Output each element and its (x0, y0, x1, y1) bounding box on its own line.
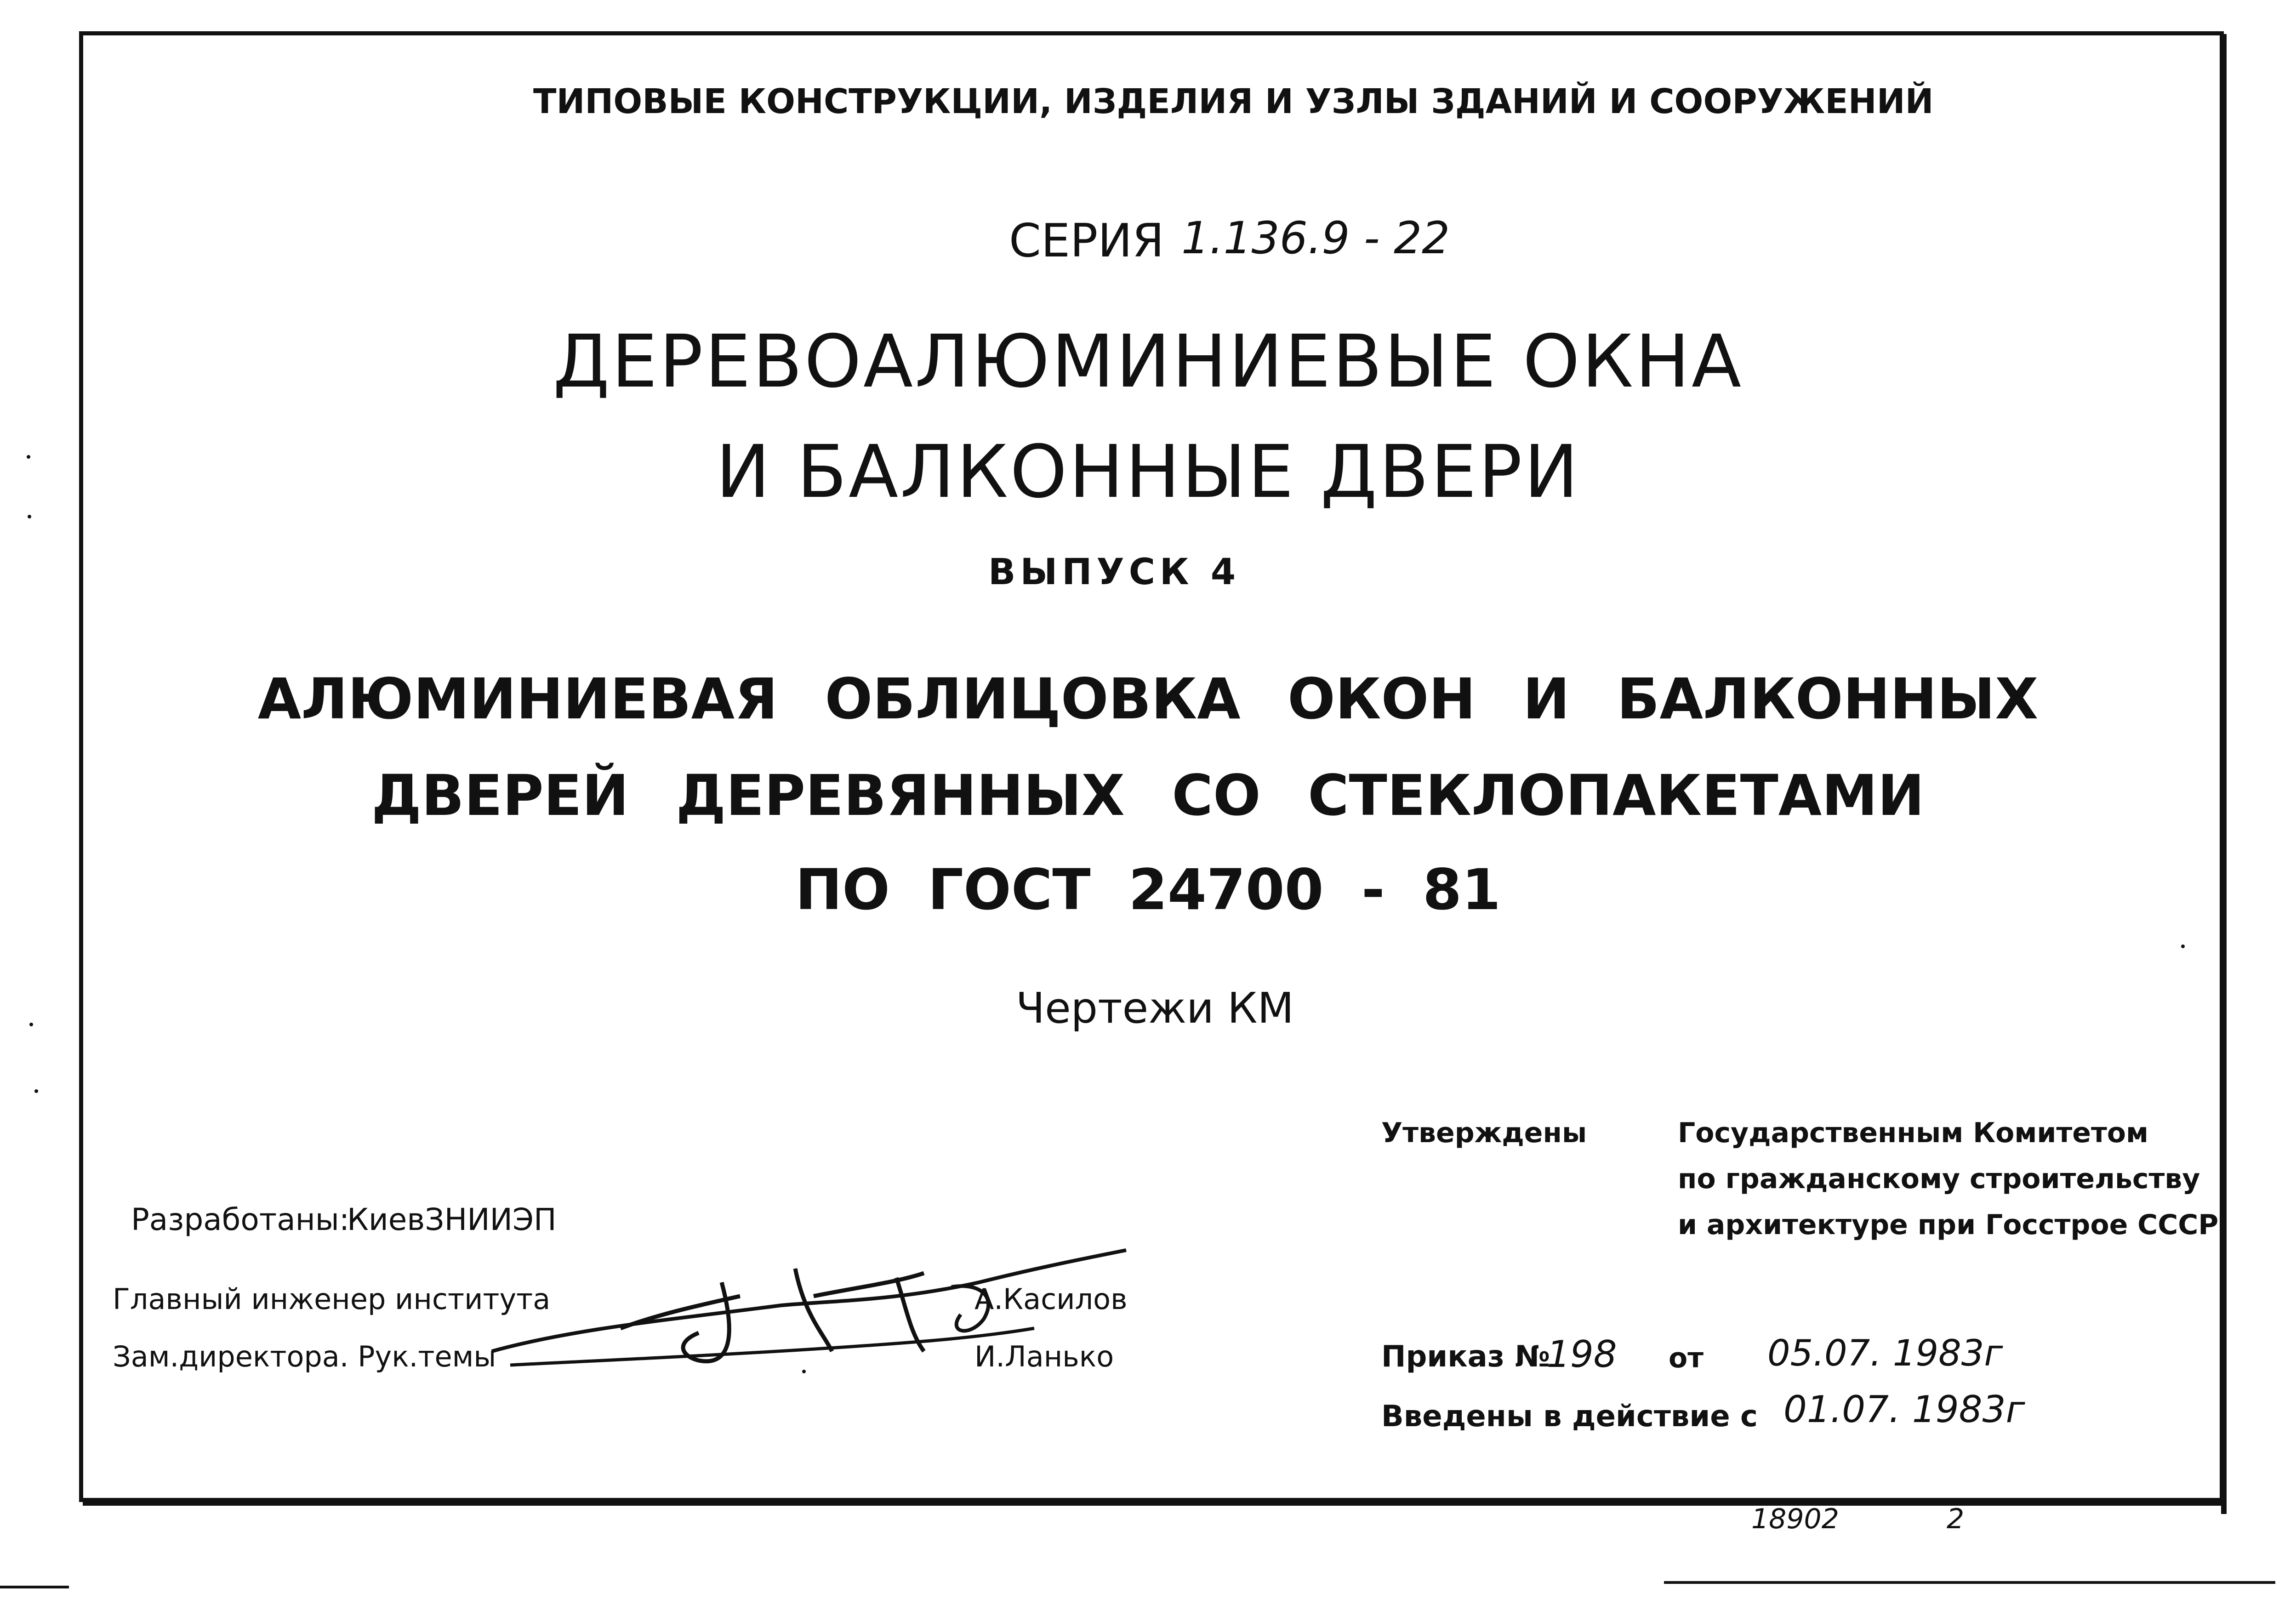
developer-org: КиевЗНИИЭП (347, 1202, 557, 1237)
approved-by-line1: Государственным Комитетом (1678, 1117, 2148, 1149)
effective-label: Введены в действие с (1381, 1400, 1758, 1434)
approved-by-line2: по гражданскому строительству (1678, 1163, 2200, 1195)
subtitle-line3: ПО ГОСТ 24700 - 81 (795, 857, 1501, 922)
chief-engineer-role: Главный инженер института (113, 1282, 551, 1316)
main-title-line2: И БАЛКОННЫЕ ДВЕРИ (716, 430, 1580, 514)
order-number: 198 (1547, 1333, 1617, 1376)
approved-label: Утверждены (1381, 1117, 1587, 1149)
issue-label: ВЫПУСК 4 (988, 552, 1241, 593)
sheet-number: 2 (1947, 1503, 1965, 1535)
order-from-label: от (1669, 1342, 1703, 1374)
chief-engineer-name: А.Касилов (974, 1282, 1128, 1316)
signature-image (483, 1213, 1140, 1388)
subtitle-line2: ДВЕРЕЙ ДЕРЕВЯННЫХ СО СТЕКЛОПАКЕТАМИ (371, 763, 1925, 828)
scan-edge-line-left (0, 1586, 69, 1588)
order-date: 05.07. 1983г (1767, 1333, 2003, 1374)
series-number: 1.136.9 - 22 (1181, 212, 1450, 264)
order-label: Приказ № (1381, 1340, 1550, 1374)
deputy-director-role: Зам.директора. Рук.темы (113, 1340, 496, 1373)
approved-by-line3: и архитектуре при Госстрое СССР (1678, 1209, 2219, 1241)
subtitle-line1: АЛЮМИНИЕВАЯ ОБЛИЦОВКА ОКОН И БАЛКОННЫХ (257, 666, 2039, 732)
drawings-label: Чертежи КМ (1016, 984, 1294, 1033)
series-heading: ТИПОВЫЕ КОНСТРУКЦИИ, ИЗДЕЛИЯ И УЗЛЫ ЗДАНИЙ И СООРУЖЕНИЙ (533, 82, 1934, 121)
document-number: 18902 (1751, 1503, 1839, 1535)
scan-edge-line-right (1664, 1581, 2275, 1584)
frame-edge-bottom (83, 1500, 2227, 1506)
developed-by-label: Разработаны: (131, 1202, 350, 1237)
effective-date: 01.07. 1983г (1783, 1388, 2025, 1431)
series-label: СЕРИЯ (1009, 214, 1164, 267)
deputy-director-name: И.Ланько (974, 1340, 1114, 1373)
main-title-line1: ДЕРЕВОАЛЮМИНИЕВЫЕ ОКНА (553, 319, 1743, 404)
